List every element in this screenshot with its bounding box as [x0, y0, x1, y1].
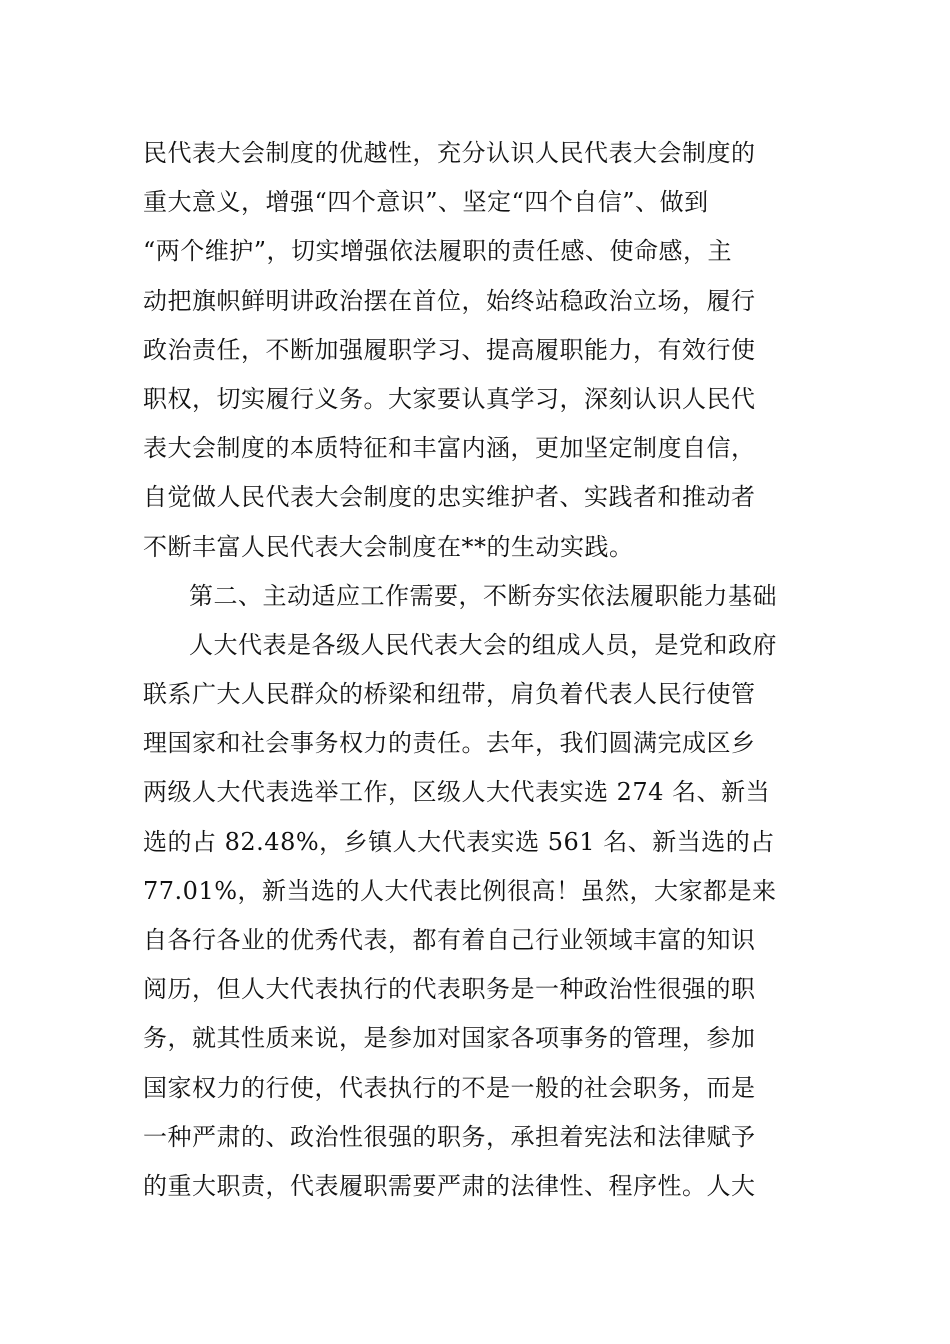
text-line: 联系广大人民群众的桥梁和纽带，肩负着代表人民行使管 — [143, 680, 756, 709]
text-line: 务，就其性质来说，是参加对国家各项事务的管理，参加 — [143, 1024, 756, 1053]
text-line: 阅历，但人大代表执行的代表职务是一种政治性很强的职 — [143, 975, 756, 1004]
text-line: 的重大职责，代表履职需要严肃的法律性、程序性。人大 — [143, 1171, 756, 1200]
text-line: 重大意义，增强“四个意识”、坚定“四个自信”、做到 — [143, 188, 709, 217]
text-line: 动把旗帜鲜明讲政治摆在首位，始终站稳政治立场，履行 — [143, 286, 756, 315]
paragraph-start: 人大代表是各级人民代表大会的组成人员，是党和政府 — [189, 630, 777, 659]
text-line: 选的占 82.48%，乡镇人大代表实选 561 名、新当选的占 — [143, 827, 775, 856]
text-line: 不断丰富人民代表大会制度在**的生动实践。 — [143, 532, 634, 561]
text-line: 表大会制度的本质特征和丰富内涵，更加坚定制度自信， — [143, 434, 756, 463]
text-line: 自觉做人民代表大会制度的忠实维护者、实践者和推动者 — [143, 483, 756, 512]
text-line: 政治责任，不断加强履职学习、提高履职能力，有效行使 — [143, 335, 756, 364]
text-line: 国家权力的行使，代表执行的不是一般的社会职务，而是 — [143, 1073, 756, 1102]
text-line: 理国家和社会事务权力的责任。去年，我们圆满完成区乡 — [143, 729, 756, 758]
text-line: 77.01%，新当选的人大代表比例很高！虽然，大家都是来 — [143, 876, 777, 905]
text-line: 民代表大会制度的优越性，充分认识人民代表大会制度的 — [143, 139, 756, 167]
text-line: 一种严肃的、政治性很强的职务，承担着宪法和法律赋予 — [143, 1122, 756, 1151]
text-line: 两级人大代表选举工作，区级人大代表实选 274 名、新当 — [143, 778, 771, 807]
text-line: “两个维护”，切实增强依法履职的责任感、使命感，主 — [143, 237, 733, 266]
text-line: 职权，切实履行义务。大家要认真学习，深刻认识人民代 — [143, 384, 756, 413]
section-heading: 第二、主动适应工作需要，不断夯实依法履职能力基础 — [189, 581, 777, 610]
text-line: 自各行各业的优秀代表，都有着自己行业领域丰富的知识 — [143, 926, 756, 954]
body-text — [143, 129, 813, 1211]
